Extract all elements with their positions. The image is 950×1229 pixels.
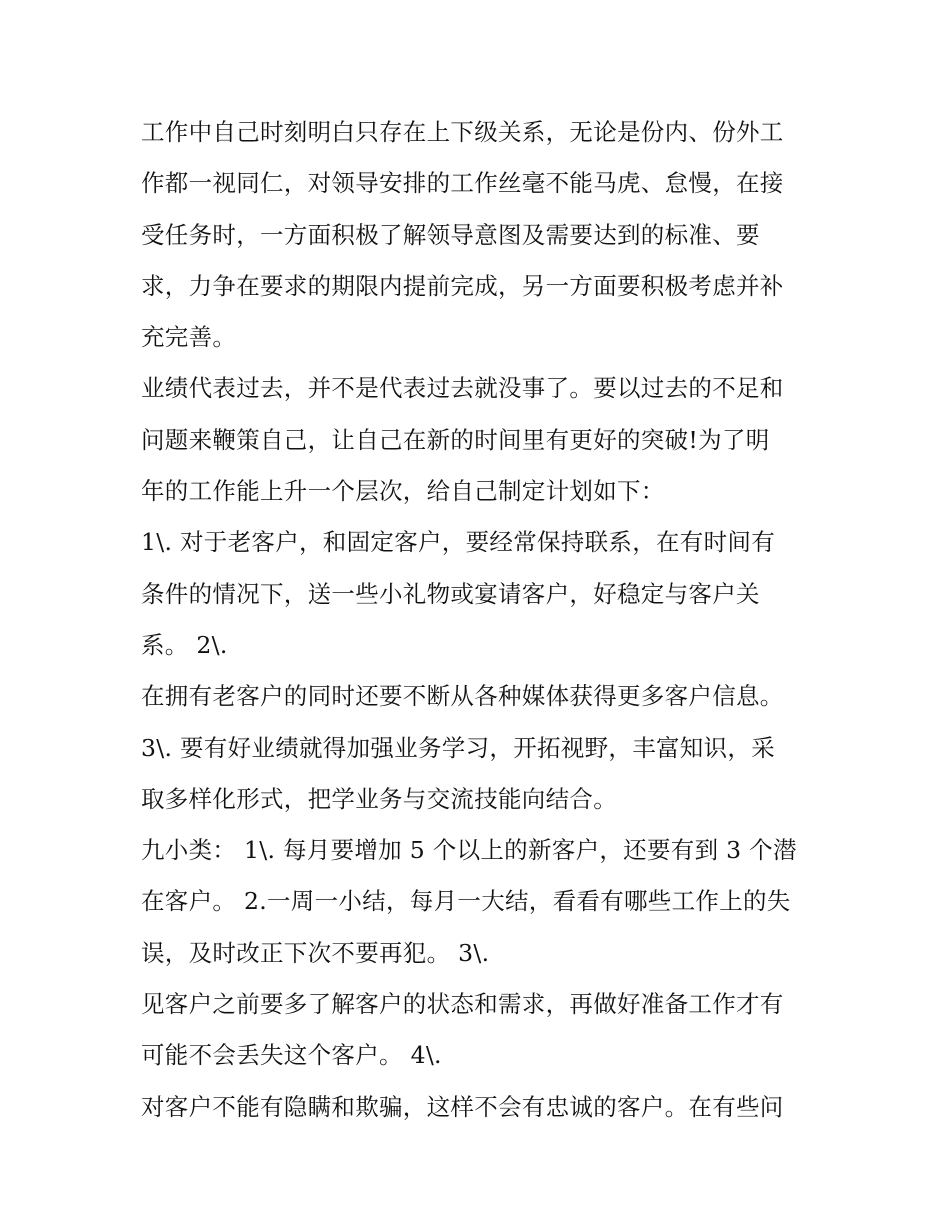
text-line: 求，力争在要求的期限内提前完成，另一方面要积极考虑并补	[141, 271, 784, 300]
text-line: 条件的情况下，送一些小礼物或宴请客户，好稳定与客户关	[141, 579, 760, 608]
text-line: 对客户不能有隐瞒和欺骗，这样不会有忠诚的客户。在有些问	[141, 1092, 784, 1121]
body-text	[141, 107, 821, 1133]
text-line: 取多样化形式，把学业务与交流技能向结合。	[141, 784, 617, 813]
text-line: 可能不会丢失这个客户。 4\.	[141, 1041, 442, 1070]
text-line: 充完善。	[141, 323, 237, 352]
text-line: 在客户。 2.一周一小结，每月一大结，看看有哪些工作上的失	[141, 887, 791, 916]
text-line: 作都一视同仁，对领导安排的工作丝毫不能马虎、怠慢，在接	[141, 169, 784, 198]
text-line: 受任务时，一方面积极了解领导意图及需要达到的标准、要	[141, 220, 760, 249]
text-line: 3\. 要有好业绩就得加强业务学习，开拓视野，丰富知识，采	[141, 733, 776, 762]
text-line: 工作中自己时刻明白只存在上下级关系，无论是份内、份外工	[141, 118, 784, 146]
text-line: 1\. 对于老客户，和固定客户，要经常保持联系，在有时间有	[141, 528, 776, 557]
text-line: 九小类： 1\. 每月要增加 5 个以上的新客户，还要有到 3 个潜	[141, 836, 797, 865]
text-line: 误，及时改正下次不要再犯。 3\.	[141, 938, 490, 967]
text-line: 见客户之前要多了解客户的状态和需求，再做好准备工作才有	[141, 990, 784, 1019]
text-line: 系。 2\.	[141, 630, 228, 659]
text-line: 业绩代表过去，并不是代表过去就没事了。要以过去的不足和	[141, 374, 784, 403]
text-line: 问题来鞭策自己，让自己在新的时间里有更好的突破!为了明	[141, 425, 770, 454]
text-line: 年的工作能上升一个层次，给自己制定计划如下：	[141, 477, 665, 506]
text-line: 在拥有老客户的同时还要不断从各种媒体获得更多客户信息。	[141, 682, 784, 711]
